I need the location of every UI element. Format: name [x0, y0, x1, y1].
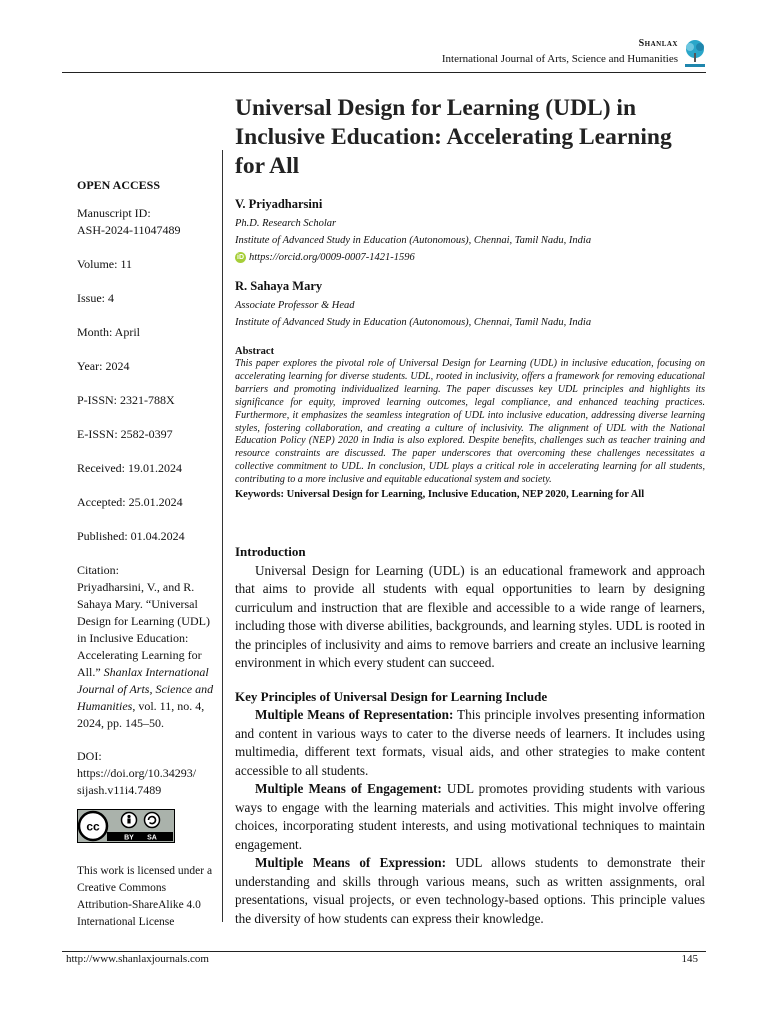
p-issn: P-ISSN: 2321-788X — [77, 393, 175, 407]
footer-rule — [62, 951, 706, 952]
abstract-section — [235, 345, 705, 502]
principle-head: Multiple Means of Expression: — [255, 855, 447, 870]
author-2-role: Associate Professor & Head — [235, 300, 355, 311]
citation-text — [77, 579, 222, 732]
author-block — [235, 197, 715, 331]
received-date: Received: 19.01.2024 — [77, 461, 182, 475]
author-2-affiliation: Institute of Advanced Study in Education (Autonomous), Chennai, Tamil Nadu, India — [235, 317, 592, 328]
doi-link-line2[interactable]: sijash.v11i4.7489 — [77, 783, 162, 797]
manuscript-value: ASH-2024-11047489 — [77, 223, 181, 237]
issue: Issue: 4 — [77, 291, 114, 305]
license-text: This work is licensed under a Creative Commons Attribution-ShareAlike 4.0 International License — [77, 865, 213, 928]
citation-journal: Shanlax International Journal of Arts, Science and Humanities — [77, 665, 214, 713]
abstract-heading: Abstract — [235, 346, 275, 357]
author-1 — [235, 197, 715, 266]
article-body — [235, 543, 705, 928]
accepted-date: Accepted: 25.01.2024 — [77, 495, 183, 509]
author-1-role: Ph.D. Research Scholar — [235, 218, 337, 229]
principle-head: Multiple Means of Engagement: — [255, 781, 442, 796]
paper-title: Universal Design for Learning (UDL) in Inclusive Education: Accelerating Learning for All — [235, 95, 672, 179]
cc-sa-label: SA — [147, 834, 157, 842]
keywords: Keywords: Universal Design for Learning, Inclusive Education, NEP 2020, Learning for All — [235, 489, 645, 501]
author-1-orcid[interactable] — [235, 249, 715, 266]
doi-block — [77, 748, 222, 799]
doi-label: DOI: — [77, 749, 102, 763]
principle-expression — [235, 854, 705, 928]
orcid-link[interactable]: https://orcid.org/0009-0007-1421-1596 — [249, 252, 415, 263]
principle-text: UDL allows students to demonstrate their understanding and skills through various means, such as written assignments, oral presentations, visual projects, or even technology-based options. This principle values the diversity of how students can express their knowledge. — [235, 855, 705, 926]
open-access-label: OPEN ACCESS — [77, 178, 161, 192]
cc-by-label: BY — [124, 834, 134, 842]
svg-text:cc: cc — [86, 819, 100, 834]
doi-link-line1[interactable]: https://doi.org/10.34293/ — [77, 766, 197, 780]
volume: Volume: 11 — [77, 257, 133, 271]
manuscript-label: Manuscript ID: — [77, 206, 151, 220]
page-number: 145 — [681, 953, 698, 965]
intro-heading: Introduction — [235, 544, 306, 559]
cc-by-sa-badge-icon[interactable] — [77, 809, 175, 843]
author-2 — [235, 279, 715, 331]
principle-text: UDL promotes providing students with various ways to engage with the learning materials and activities. This might involve offering choices, incorporating student interests, and using motivational techniques to maintain engagement. — [235, 781, 706, 852]
e-issn: E-ISSN: 2582-0397 — [77, 427, 173, 441]
citation-main: Priyadharsini, V., and R. Sahaya Mary. “Universal Design for Learning (UDL) in Inclusive Education: Accelerating Learning for All.” — [77, 580, 210, 679]
manuscript-id — [77, 205, 222, 239]
principles-heading: Key Principles of Universal Design for Learning Include — [235, 688, 548, 704]
principle-head: Multiple Means of Representation: — [255, 707, 454, 722]
abstract-text: This paper explores the pivotal role of Universal Design for Learning (UDL) in inclusive education, focusing on accelerating learning for diverse students. UDL, rooted in inclusivity, offers a framework for removing educational barriers and promoting individualized learning. The paper discusses key UDL principles and highlights its significance for equity, improved learning outcomes, legal compliance, and enhanced teaching practices. Furthermore, it emphasizes the seamless integration of UDL into inclusive education, addressing diverse learning styles, fostering collaboration, and creating a culture of inclusivity. The alignment of UDL with the National Education Policy (NEP) 2020 in India is also explored. Despite benefits, challenges such as teacher training and resource constraints are discussed. The paper underscores that overcoming these challenges necessitates a collective commitment to UDL. In conclusion, UDL plays a critical role in accelerating learning for all students, contributing to a more inclusive and equitable educational system and society. — [235, 358, 705, 486]
published-date: Published: 01.04.2024 — [77, 529, 185, 543]
author-1-name: V. Priyadharsini — [235, 197, 323, 211]
author-2-name: R. Sahaya Mary — [235, 279, 323, 293]
citation-block — [77, 562, 222, 732]
principle-engagement — [235, 780, 705, 854]
journal-logo-icon — [682, 38, 708, 70]
principle-text: This principle involves presenting information and content in various ways to cater to the diverse needs of learners. It includes using multimedia, different text formats, visual aids, and other strategies to make content accessible to all students. — [235, 707, 705, 778]
journal-brand: Shanlax — [638, 38, 678, 49]
month: Month: April — [77, 325, 141, 339]
journal-name: International Journal of Arts, Science and Humanities — [441, 53, 678, 65]
intro-paragraph: Universal Design for Learning (UDL) is an educational framework and approach that aims to provide all students with equal opportunities to learn by designing curriculum and instruction that are flexible and accessible to a wide range of learners, including those with diverse abilities, backgrounds, and learning styles. UDL is rooted in the principles of inclusivity and aims to remove barriers and create an inclusive learning environment in which every student can succeed. — [235, 562, 705, 670]
citation-label: Citation: — [77, 563, 119, 577]
footer-url[interactable]: http://www.shanlaxjournals.com — [66, 953, 209, 965]
orcid-icon: iD — [237, 254, 244, 261]
author-1-affiliation: Institute of Advanced Study in Education (Autonomous), Chennai, Tamil Nadu, India — [235, 235, 592, 246]
principle-representation — [235, 706, 705, 780]
article-info-sidebar — [77, 177, 222, 931]
sidebar-divider — [222, 150, 223, 922]
header-rule — [62, 72, 706, 73]
year: Year: 2024 — [77, 359, 130, 373]
citation-tail: , vol. 11, no. 4, 2024, pp. 145–50. — [77, 699, 205, 730]
